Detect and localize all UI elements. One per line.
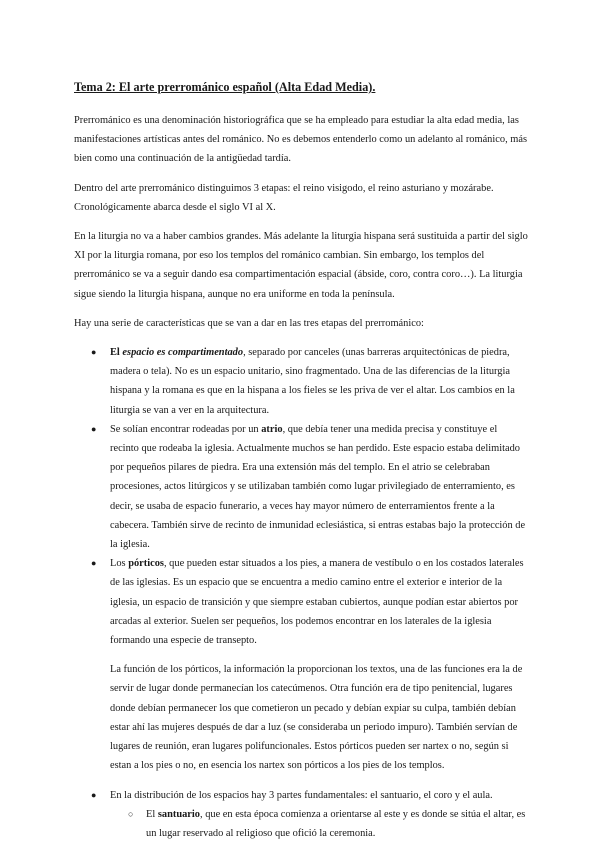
page-title: Tema 2: El arte prerrománico español (Alta Edad Media). [74,80,376,94]
paragraph-characteristics: Hay una serie de características que se van a dar en las tres etapas del prerrománico: [74,317,424,329]
paragraph-porticos: La función de los pórticos, la información la proporcionan los textos, una de las funciones era la de servir de lugar donde permanecían los catecúmenos. Otra función era de tipo penitencial, lugares donde debían permanecer los que cometieron un pecado y debían expiar su culpa, también debían estar ahí las mujeres después de dar a luz (se consideraba un periodo impuro). También servían de lugares de reunión, eran lugares polifuncionales. Estos pórticos pueden ser nartex o no, según si estan a los pies o no, en esencia los nartex son pórticos a los pies de los templos. [110,664,523,772]
bold-text: El [110,347,123,359]
bullet-icon: ● [91,347,97,358]
list-item-text: Los [110,558,129,570]
bold-text: atrio [261,423,283,435]
list-item [74,554,528,650]
bold-italic-text: espacio es compartimentado [122,347,244,359]
list-item-text: , que en esta época comienza a orientarse al este y es donde se sitúa el altar, es un lugar reservado al religioso que ofició la ceremonia. [146,808,526,839]
sub-list-item [110,805,528,843]
list-item [74,786,528,844]
list-item-text: El [146,808,158,820]
list-item-text: , que debía tener una medida precisa y constituye el recinto que rodeaba la iglesia. Actualmente muchos se han perdido. Este espacio estaba delimitado por pequeños pilares de piedra. Era una extensión más del templo. En el atrio se celebraban procesiones, actos litúrgicos y se utilizaban también como lugar privilegiado de enterramiento, es decir, se usaba de espacio funerario, a veces hay mayor número de enterramientos frente a la cabecera. También sirve de recinto de inmunidad eclesiástica, si entras estabas bajo la protección de la iglesia. [110,423,526,551]
list-item-text: , que pueden estar situados a los pies, a manera de vestíbulo o en los costados laterales de las iglesias. Es un espacio que se encuentra a medio camino entre el exterior e interior de la iglesia, un espacio de transición y que siempre estaban cubiertos, aunque podían estar abiertos por arcadas al exterior. Suelen ser pequeños, los podemos encontrar en los laterales de la iglesia formando una especie de transepto. [110,558,524,647]
bullet-icon: ● [91,558,97,569]
bullet-icon: ● [91,789,97,800]
list-item-text: Se solían encontrar rodeadas por un [110,423,262,435]
bold-text: santuario [157,808,200,820]
list-item-text: , separado por canceles (unas barreras arquitectónicas de piedra, madera o tela). No es un espacio unitario, sino fragmentado. Una de las diferencias de la liturgia hispana y la romana es que en la hispana a los fieles se les priva de ver el altar. Los cambios en la liturgia se van a ver en la arquitectura. [110,347,515,416]
distribution-list [74,786,528,844]
list-item [74,420,528,554]
paragraph-intro: Prerrománico es una denominación historiográfica que se ha empleado para estudiar la alta edad media, las manifestaciones artísticas antes del románico. No es debemos entenderlo como un adelanto al románico, más bien como una continuación de la antigüedad tardía. [74,115,527,165]
bullet-icon: ● [91,423,97,434]
paragraph-stages: Dentro del arte prerrománico distinguimos 3 etapas: el reino visigodo, el reino asturiano y mozárabe. Cronológicamente abarca desde el siglo VI al X. [74,182,494,213]
list-item [74,343,528,420]
characteristics-list [74,343,528,650]
bold-text: pórticos [128,558,164,570]
sub-list [110,805,528,843]
hollow-bullet-icon: ○ [128,808,134,819]
list-item-text: En la distribución de los espacios hay 3 partes fundamentales: el santuario, el coro y el aula. [110,789,493,801]
paragraph-liturgy: En la liturgia no va a haber cambios grandes. Más adelante la liturgia hispana será sustituida a partir del siglo XI por la liturgia romana, por eso los templos del románico cambian. Sin embargo, los templos del prerrománico se va a seguir dando esa compartimentación espacial (ábside, coro, contra coro…). La liturgia sigue siendo la liturgia hispana, aunque no era uniforme en toda la península. [74,231,528,300]
